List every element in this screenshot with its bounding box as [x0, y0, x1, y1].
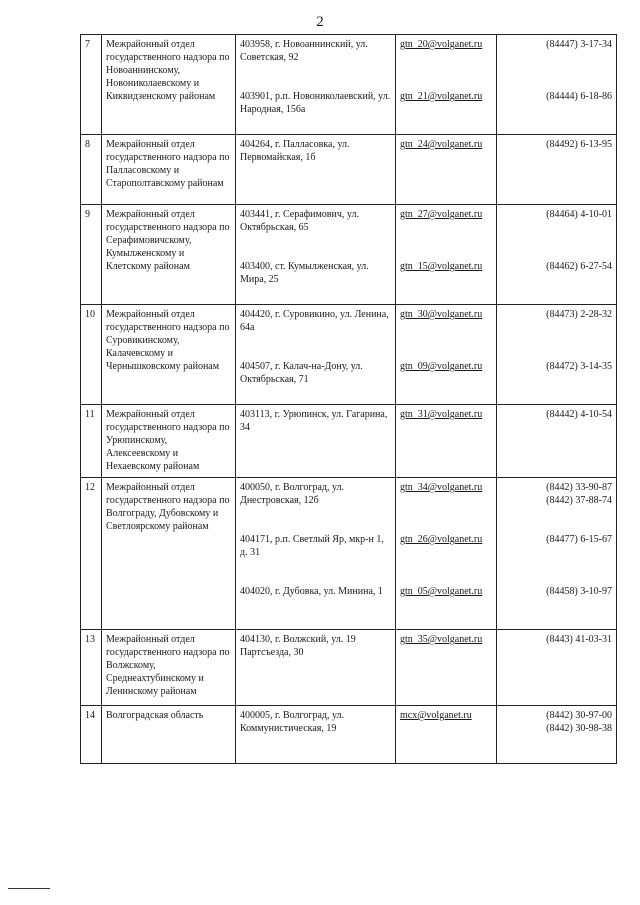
- office-email[interactable]: gtn_27@volganet.ru: [400, 209, 483, 220]
- entry-block: [240, 633, 391, 673]
- office-email[interactable]: gtn_20@volganet.ru: [400, 39, 483, 50]
- entry-block: [400, 138, 492, 178]
- office-address-cell: [236, 706, 396, 764]
- office-email[interactable]: gtn_31@volganet.ru: [400, 409, 483, 420]
- row-number: 8: [81, 135, 102, 205]
- entry-block: [240, 360, 391, 400]
- entry-block: [501, 138, 612, 178]
- table-row: [81, 35, 617, 135]
- entry-block: [400, 408, 492, 448]
- office-name: Межрайонный отдел государственного надзора по Волгограду, Дубовскому и Светлоярскому районам: [102, 478, 236, 630]
- entry-block: [240, 408, 391, 448]
- office-address: 400005, г. Волгоград, ул. Коммунистическая, 19: [240, 710, 345, 734]
- inspection-offices-table: [80, 34, 617, 764]
- row-number: 13: [81, 630, 102, 706]
- office-address-cell: [236, 205, 396, 305]
- office-phone-cell: [497, 35, 617, 135]
- office-email[interactable]: gtn_09@volganet.ru: [400, 361, 483, 372]
- entry-block: [501, 90, 612, 130]
- entry-block: [240, 585, 391, 625]
- entry-block: [501, 208, 612, 248]
- office-address: 404264, г. Палласовка, ул. Первомайская, 1б: [240, 139, 350, 163]
- entry-block: [400, 360, 492, 400]
- office-email[interactable]: mcx@volganet.ru: [400, 710, 472, 721]
- footnote-separator: [8, 888, 50, 889]
- office-email[interactable]: gtn_26@volganet.ru: [400, 534, 483, 545]
- office-address: 403901, р.п. Новониколаевский, ул. Народная, 156а: [240, 91, 391, 115]
- office-address-cell: [236, 305, 396, 405]
- table-row: [81, 706, 617, 764]
- office-email-cell: [396, 205, 497, 305]
- entry-block: [400, 38, 492, 78]
- office-phone-cell: [497, 405, 617, 478]
- entry-block: [240, 208, 391, 248]
- page-number: 2: [316, 14, 324, 30]
- entry-block: [400, 208, 492, 248]
- phone-number: (84447) 3-17-34: [546, 39, 612, 50]
- entry-block: [501, 38, 612, 78]
- phone-number: (84462) 6-27-54: [546, 261, 612, 272]
- entry-block: [501, 408, 612, 448]
- entry-block: [501, 360, 612, 400]
- office-name: Межрайонный отдел государственного надзора по Новоаннинскому, Новониколаевскому и Киквидзенскому районам: [102, 35, 236, 135]
- entry-block: [501, 260, 612, 300]
- office-name: Волгоградская область: [102, 706, 236, 764]
- office-phone-cell: [497, 205, 617, 305]
- entry-block: [400, 709, 492, 749]
- office-email-cell: [396, 478, 497, 630]
- office-address-cell: [236, 630, 396, 706]
- entry-block: [240, 260, 391, 300]
- entry-block: [240, 308, 391, 348]
- phone-number: (8442) 30-98-38: [546, 723, 612, 734]
- office-name: Межрайонный отдел государственного надзора по Палласовскому и Старополтавскому районам: [102, 135, 236, 205]
- entry-block: [400, 260, 492, 300]
- table-row: [81, 405, 617, 478]
- office-email[interactable]: gtn_24@volganet.ru: [400, 139, 483, 150]
- table-row: [81, 630, 617, 706]
- row-number: 12: [81, 478, 102, 630]
- phone-number: (84473) 2-28-32: [546, 309, 612, 320]
- office-address-cell: [236, 135, 396, 205]
- office-address: 404420, г. Суровикино, ул. Ленина, 64а: [240, 309, 389, 333]
- office-email[interactable]: gtn_34@volganet.ru: [400, 482, 483, 493]
- office-address: 404171, р.п. Светлый Яр, мкр-н 1, д. 31: [240, 534, 384, 558]
- office-email-cell: [396, 630, 497, 706]
- office-email-cell: [396, 405, 497, 478]
- entry-block: [240, 90, 391, 130]
- office-email[interactable]: gtn_15@volganet.ru: [400, 261, 483, 272]
- table-body: [81, 35, 617, 764]
- phone-number: (84472) 3-14-35: [546, 361, 612, 372]
- office-phone-cell: [497, 478, 617, 630]
- entry-block: [400, 533, 492, 573]
- office-phone-cell: [497, 305, 617, 405]
- office-address: 404020, г. Дубовка, ул. Минина, 1: [240, 586, 383, 597]
- phone-number: (84492) 6-13-95: [546, 139, 612, 150]
- office-address: 400050, г. Волгоград, ул. Днестровская, 12б: [240, 482, 345, 506]
- office-address-cell: [236, 35, 396, 135]
- entry-block: [501, 533, 612, 573]
- entry-block: [501, 633, 612, 673]
- phone-number: (84442) 4-10-54: [546, 409, 612, 420]
- phone-number: (84477) 6-15-67: [546, 534, 612, 545]
- row-number: 9: [81, 205, 102, 305]
- phone-number: (8442) 30-97-00: [546, 710, 612, 721]
- office-address: 403958, г. Новоаннинский, ул. Советская, 92: [240, 39, 368, 63]
- entry-block: [501, 585, 612, 625]
- office-phone-cell: [497, 706, 617, 764]
- entry-block: [501, 709, 612, 749]
- office-address: 403441, г. Серафимович, ул. Октябрьская, 65: [240, 209, 359, 233]
- table-row: [81, 135, 617, 205]
- row-number: 10: [81, 305, 102, 405]
- phone-number: (8442) 33-90-87: [546, 482, 612, 493]
- row-number: 14: [81, 706, 102, 764]
- office-email-cell: [396, 135, 497, 205]
- office-phone-cell: [497, 135, 617, 205]
- entry-block: [501, 481, 612, 521]
- office-address-cell: [236, 478, 396, 630]
- entry-block: [400, 90, 492, 130]
- office-phone-cell: [497, 630, 617, 706]
- table-row: [81, 478, 617, 630]
- phone-number: (8443) 41-03-31: [546, 634, 612, 645]
- office-name: Межрайонный отдел государственного надзора по Серафимовичскому, Кумылженскому и Клетскому районам: [102, 205, 236, 305]
- table-row: [81, 205, 617, 305]
- office-address: 404130, г. Волжский, ул. 19 Партсъезда, 30: [240, 634, 356, 658]
- entry-block: [240, 481, 391, 521]
- office-email[interactable]: gtn_35@volganet.ru: [400, 634, 483, 645]
- entry-block: [400, 585, 492, 625]
- office-address: 403113, г. Урюпинск, ул. Гагарина, 34: [240, 409, 388, 433]
- entry-block: [400, 308, 492, 348]
- entry-block: [400, 633, 492, 673]
- entry-block: [240, 533, 391, 573]
- office-email-cell: [396, 305, 497, 405]
- row-number: 7: [81, 35, 102, 135]
- phone-number: (84444) 6-18-86: [546, 91, 612, 102]
- entry-block: [240, 709, 391, 749]
- entry-block: [240, 138, 391, 178]
- office-name: Межрайонный отдел государственного надзора по Волжскому, Среднеахтубинскому и Ленинскому районам: [102, 630, 236, 706]
- phone-number: (8442) 37-88-74: [546, 495, 612, 506]
- office-email-cell: [396, 35, 497, 135]
- office-address-cell: [236, 405, 396, 478]
- office-address: 403400, ст. Кумылженская, ул. Мира, 25: [240, 261, 369, 285]
- entry-block: [400, 481, 492, 521]
- phone-number: (84458) 3-10-97: [546, 586, 612, 597]
- office-email-cell: [396, 706, 497, 764]
- entry-block: [501, 308, 612, 348]
- office-email[interactable]: gtn_05@volganet.ru: [400, 586, 483, 597]
- office-email[interactable]: gtn_30@volganet.ru: [400, 309, 483, 320]
- office-name: Межрайонный отдел государственного надзора по Суровикинскому, Калачевскому и Чернышковскому районам: [102, 305, 236, 405]
- table-row: [81, 305, 617, 405]
- row-number: 11: [81, 405, 102, 478]
- phone-number: (84464) 4-10-01: [546, 209, 612, 220]
- office-name: Межрайонный отдел государственного надзора по Урюпинскому, Алексеевскому и Нехаевскому районам: [102, 405, 236, 478]
- office-email[interactable]: gtn_21@volganet.ru: [400, 91, 483, 102]
- office-address: 404507, г. Калач-на-Дону, ул. Октябрьская, 71: [240, 361, 363, 385]
- entry-block: [240, 38, 391, 78]
